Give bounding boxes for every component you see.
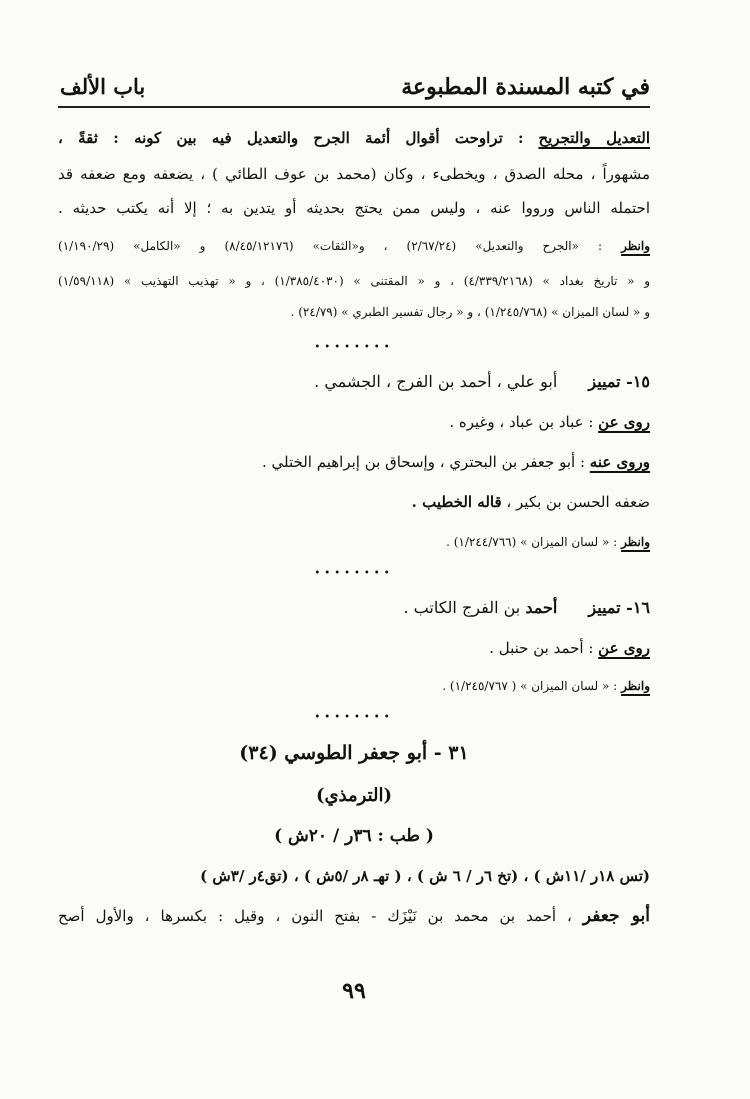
entry-31-counts: ( طب : ٣٦ر / ٢٠ش ) — [274, 826, 434, 846]
separator: •••••••• — [314, 712, 394, 723]
entry-31-counts-2: (تس ١٨ر /١١ش ) ، (تخ ٦ر / ٦ ش ) ، ( تهـ ٨ر /٥ش ) ، (تق٤ر /٣ش ) — [200, 867, 650, 885]
document-page — [58, 70, 651, 1004]
kunya-label: أبو جعفر — [582, 906, 650, 926]
entry-14-refs-2: و « تاريخ بغداد » (٤/٣٣٩/٢١٦٨) ، و « المقتنى » (١/٣٨٥/٤٠٣٠) ، و « تهذيب التهذيب » (١/٥٩/١١٨) — [58, 274, 651, 288]
entry-14-line-3: احتمله الناس ورووا عنه ، وليس ممن يحتج بحديثه أو يتدين به ؛ إلا أنه يكتب حديثه . — [58, 199, 650, 217]
refs-text: : «الجرح والتعديل» (٢/٦٧/٢٤) ، و«الثقات» (٨/٤٥/١٢١٧٦) و «الكامل» (١/١٩٠/٢٩) — [58, 239, 603, 253]
entry-15-number: ١٥- تمييز — [588, 372, 650, 391]
daaf-bold: قاله الخطيب . — [411, 493, 502, 511]
refs-text: : « لسان الميزان » ( ١/٢٤٥/٧٦٧) . — [442, 679, 618, 693]
tadil-label: التعديل والتجريح — [538, 129, 650, 147]
entry-15-daaf — [58, 490, 650, 514]
entry-16-number: ١٦- تمييز — [588, 598, 650, 617]
daaf-text: ضعفه الحسن بن بكير ، — [501, 493, 650, 511]
entry-15-rawa-anhu — [58, 450, 650, 474]
entry-16-heading — [58, 596, 650, 620]
entry-31-kunya — [58, 904, 650, 928]
rawa-label: روى عن — [598, 413, 650, 431]
running-header — [58, 70, 650, 108]
rawa-anhu-label: وروى عنه — [589, 453, 650, 471]
rawa-label: روى عن — [598, 639, 650, 657]
entry-16-rawa — [58, 636, 650, 660]
entry-16-name-bold: أحمد — [525, 598, 558, 617]
rawa-text: : أحمد بن حنبل . — [489, 639, 594, 657]
kunya-text: ، أحمد بن محمد بن نَيْزَك - بفتح النون ، وقيل : بكسرها ، والأول أصح — [58, 907, 572, 925]
page-number: ٩٩ — [342, 978, 366, 1004]
entry-15-refs — [58, 530, 650, 554]
entry-14-line-1 — [58, 126, 650, 150]
entry-14-refs-1 — [58, 234, 650, 258]
refs-text: : « لسان الميزان » (١/٢٤٤/٧٦٦) . — [446, 535, 618, 549]
tadil-text: : تراوحت أقوال أئمة الجرح والتعديل فيه بين كونه : ثقةً ، — [58, 129, 524, 147]
rawa-anhu-text: : أبو جعفر بن البحتري ، وإسحاق بن إبراهيم الختلي . — [262, 453, 585, 471]
entry-31-title: ٣١ - أبو جعفر الطوسي (٣٤) — [239, 742, 469, 764]
entry-16-refs — [58, 674, 650, 698]
header-title: في كتبه المسندة المطبوعة — [401, 74, 650, 100]
entry-15-rawa — [58, 410, 650, 434]
refs-label: وانظر — [621, 239, 651, 253]
header-chapter: باب الألف — [60, 74, 146, 99]
entry-14-refs-3: و « لسان الميزان » (١/٢٤٥/٧٦٨) ، و « رجال تفسير الطبري » (٢٤/٧٩) . — [290, 305, 650, 319]
entry-15-name: أبو علي ، أحمد بن الفرج ، الجشمي . — [314, 372, 558, 391]
entry-15-heading — [58, 370, 650, 394]
refs-label: وانظر — [621, 679, 650, 693]
entry-31-nisba: (الترمذي) — [315, 785, 393, 806]
entry-16-name-rest: بن الفرج الكاتب . — [403, 598, 521, 617]
separator: •••••••• — [314, 568, 394, 579]
entry-14-line-2: مشهوراً ، محله الصدق ، ويخطىء ، وكان (محمد بن عوف الطائي ) ، يضعفه ومع ضعفه قد — [58, 165, 650, 183]
rawa-text: : عباد بن عباد ، وغيره . — [449, 413, 594, 431]
separator: •••••••• — [314, 342, 394, 353]
refs-label: وانظر — [621, 535, 650, 549]
